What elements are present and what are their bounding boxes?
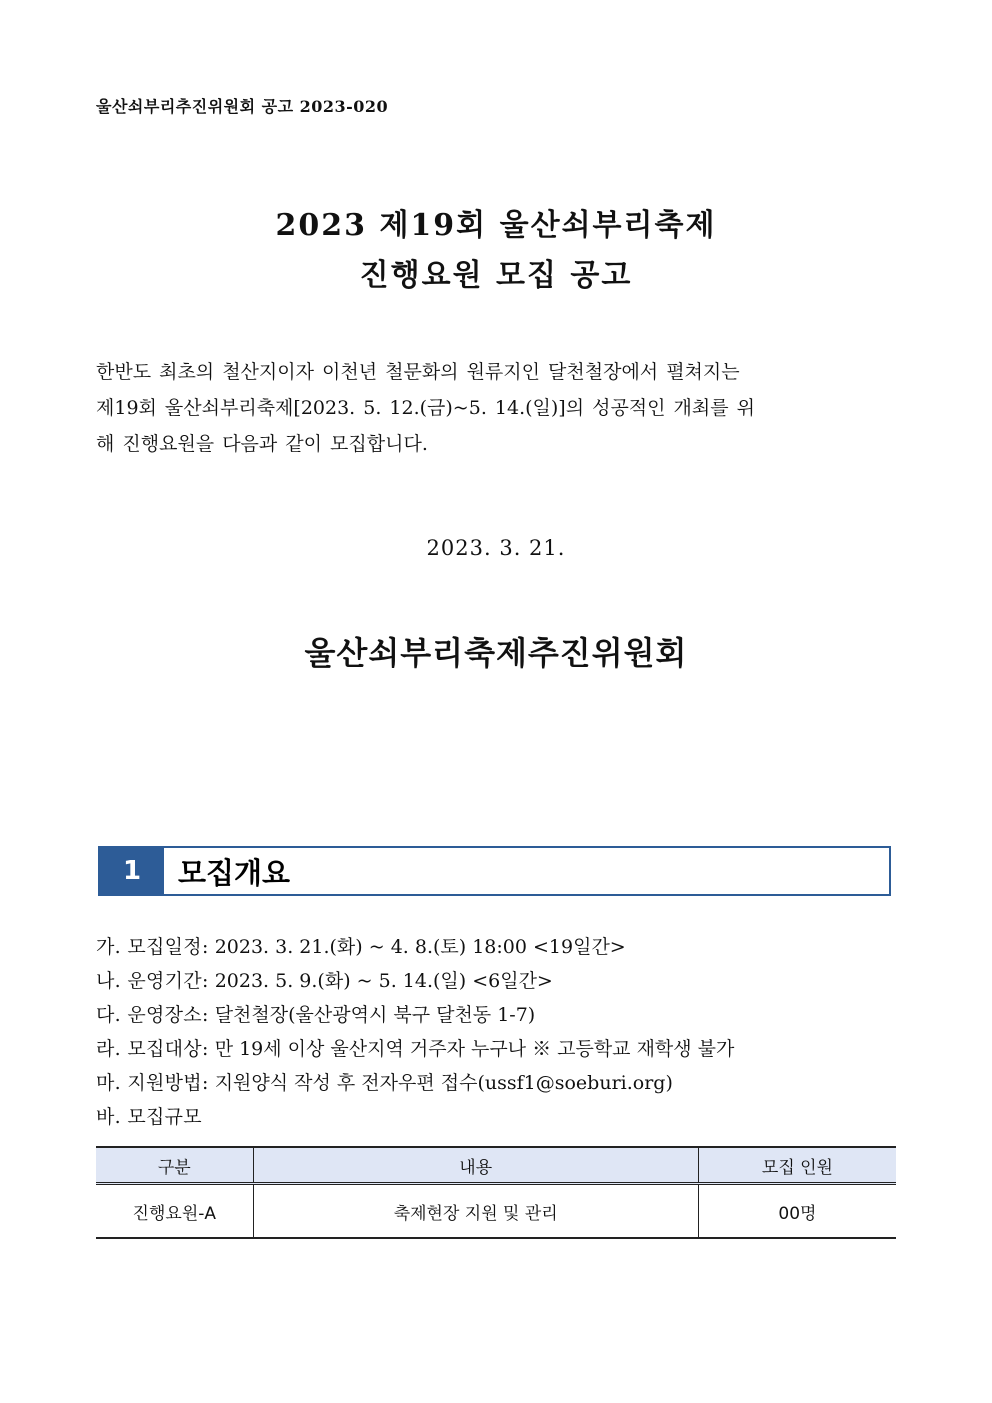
intro-paragraph <box>96 354 896 462</box>
list-item <box>96 1066 734 1100</box>
column-header-category: 구분 <box>96 1147 253 1184</box>
notice-number: 울산쇠부리추진위원회 공고 2023-020 <box>96 97 389 116</box>
column-header-headcount: 모집 인원 <box>698 1147 896 1184</box>
item-value: 2023. 5. 9.(화) ~ 5. 14.(일) <6일간> <box>214 970 553 992</box>
table-row <box>96 1184 896 1239</box>
notice-date: 2023. 3. 21. <box>426 536 566 560</box>
item-value: 지원양식 작성 후 전자우편 접수(ussf1@soeburi.org) <box>214 1072 673 1094</box>
item-value: 만 19세 이상 울산지역 거주자 누구나 ※ 고등학교 재학생 불가 <box>214 1038 735 1060</box>
section-number: 1 <box>100 848 168 894</box>
cell-headcount: 00명 <box>698 1184 896 1239</box>
list-item <box>96 1100 734 1134</box>
item-value: 2023. 3. 21.(화) ~ 4. 8.(토) 18:00 <19일간> <box>214 936 626 958</box>
organization-name: 울산쇠부리축제추진위원회 <box>304 634 688 672</box>
list-item <box>96 998 734 1032</box>
item-label: 라. 모집대상: <box>96 1038 209 1060</box>
intro-line: 해 진행요원을 다음과 같이 모집합니다. <box>96 433 428 455</box>
item-label: 바. 모집규모 <box>96 1106 202 1128</box>
section-header <box>98 846 891 896</box>
column-header-content: 내용 <box>253 1147 698 1184</box>
section-title: 모집개요 <box>178 855 291 890</box>
cell-content: 축제현장 지원 및 관리 <box>253 1184 698 1239</box>
title-line-1: 2023 제19회 울산쇠부리축제 <box>275 208 717 243</box>
table-header-row <box>96 1147 896 1184</box>
list-item <box>96 964 734 998</box>
item-label: 나. 운영기간: <box>96 970 209 992</box>
recruitment-table <box>96 1146 896 1239</box>
item-value: 달천철장(울산광역시 북구 달천동 1-7) <box>214 1004 536 1026</box>
intro-line: 한반도 최초의 철산지이자 이천년 철문화의 원류지인 달천철장에서 펼쳐지는 <box>96 361 740 383</box>
overview-list <box>96 930 734 1134</box>
title-line-2: 진행요원 모집 공고 <box>359 258 633 293</box>
item-label: 다. 운영장소: <box>96 1004 209 1026</box>
item-label: 가. 모집일정: <box>96 936 209 958</box>
cell-category: 진행요원-A <box>96 1184 253 1239</box>
list-item <box>96 930 734 964</box>
item-label: 마. 지원방법: <box>96 1072 209 1094</box>
list-item <box>96 1032 734 1066</box>
intro-line: 제19회 울산쇠부리축제[2023. 5. 12.(금)~5. 14.(일)]의 성공적인 개최를 위 <box>96 397 756 419</box>
